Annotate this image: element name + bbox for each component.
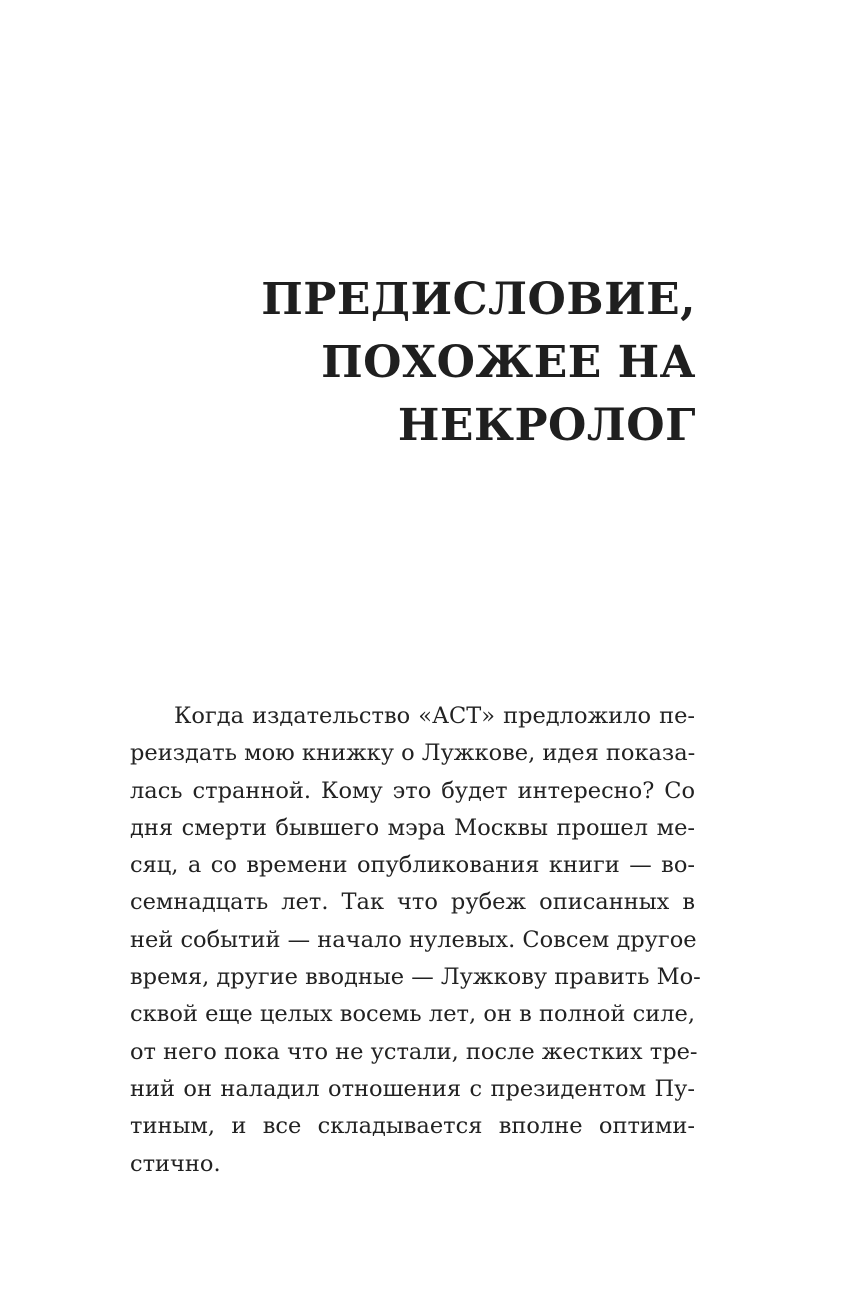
paragraph-line: семнадцать лет. Так что рубеж описанных в xyxy=(130,889,695,916)
paragraph-line: ний он наладил отношения с президентом Пу- xyxy=(130,1075,695,1102)
paragraph-line: тиным, и все складывается вполне оптими- xyxy=(130,1113,695,1140)
paragraph-line: лась странной. Кому это будет интересно? Со xyxy=(130,777,695,804)
chapter-title-line: НЕКРОЛОГ xyxy=(397,400,696,451)
paragraph-line: время, другие вводные — Лужкову править Мо- xyxy=(130,964,701,991)
paragraph-line: ней событий — начало нулевых. Совсем другое xyxy=(130,926,697,953)
paragraph-line: от него пока что не устали, после жестких тре- xyxy=(130,1038,698,1065)
paragraph-line: стично. xyxy=(130,1150,221,1177)
paragraph-line: реиздать мою книжку о Лужкове, идея показа- xyxy=(130,740,696,767)
paragraph-line: дня смерти бывшего мэра Москвы прошел ме- xyxy=(130,814,695,841)
chapter-title xyxy=(140,268,696,457)
chapter-title-line: ПОХОЖЕЕ НА xyxy=(321,337,696,388)
paragraph-line: сквой еще целых восемь лет, он в полной силе, xyxy=(130,1001,695,1028)
body-paragraph xyxy=(130,698,701,1183)
chapter-title-line: ПРЕДИСЛОВИЕ, xyxy=(261,274,696,325)
paragraph-line: Когда издательство «АСТ» предложило пе- xyxy=(174,703,695,729)
paragraph-line: сяц, а со времени опубликования книги — во- xyxy=(130,852,695,879)
